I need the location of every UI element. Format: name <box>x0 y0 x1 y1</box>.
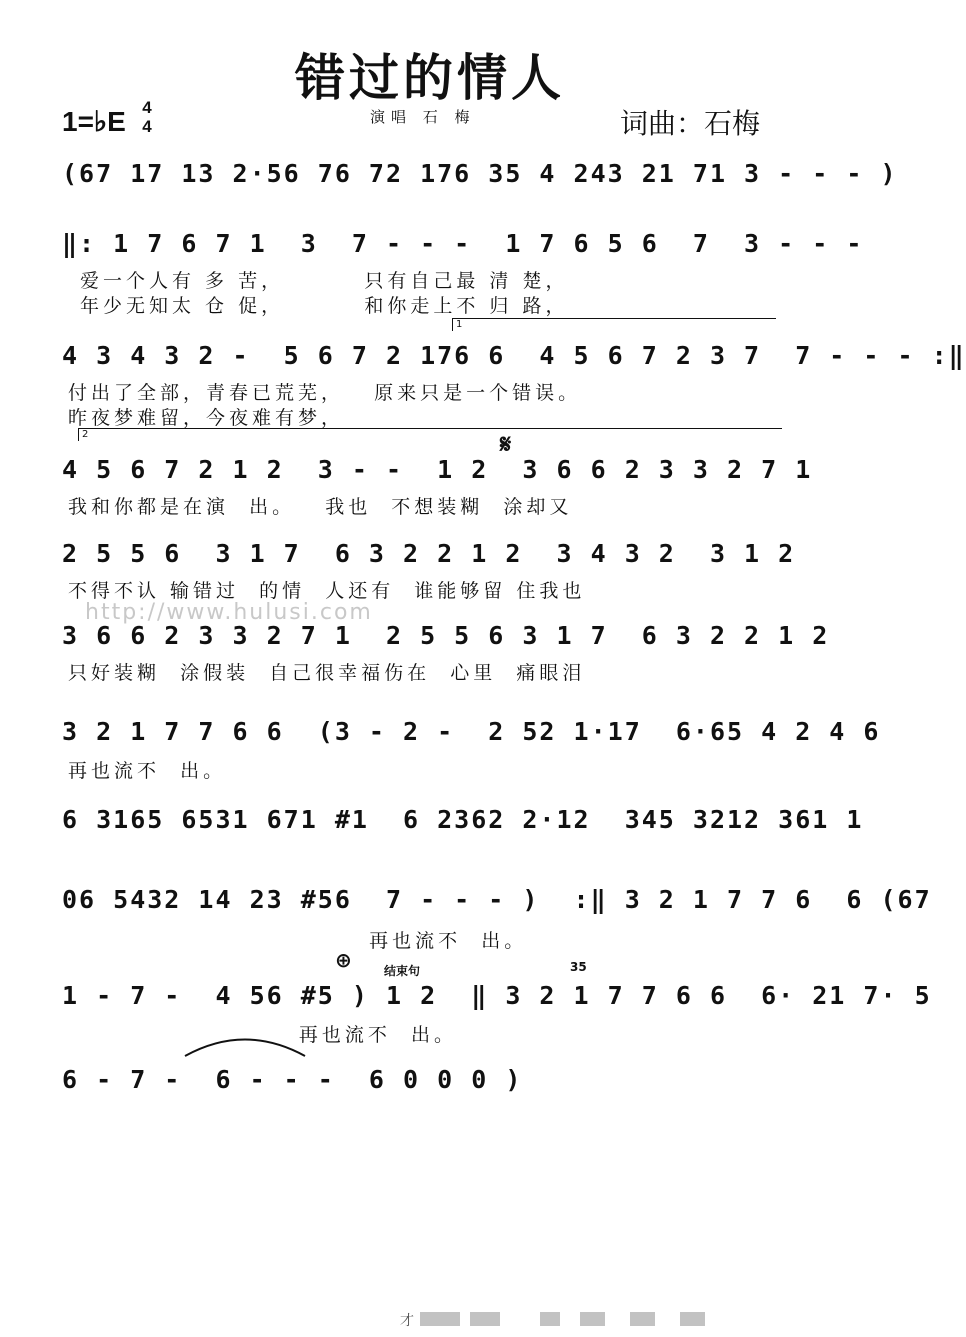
volta-number: 1 <box>456 319 463 330</box>
lyric-line: 昨夜梦难留，今夜难有梦， <box>68 407 345 429</box>
singer-credit: 演唱 石 梅 <box>370 108 476 126</box>
lyric-line: 付出了全部，青春已荒芜， 原来只是一个错误。 <box>68 382 582 404</box>
blurred-text <box>540 1312 560 1326</box>
volta-number: 2 <box>82 429 89 440</box>
notation-line: 06 5432 14 23 #56 7 - - - ) :‖ 3 2 1 7 7 6 6 (67 <box>62 885 932 914</box>
score-row-6 <box>0 612 840 660</box>
watermark-url: http://www.hulusi.com <box>85 600 373 625</box>
blurred-text <box>630 1312 655 1326</box>
lyric-line: 年少无知太 仓 促， 和你走上不 归 路， <box>80 295 569 317</box>
notation-line: 3 6 6 2 3 3 2 7 1 2 5 5 6 3 1 7 6 3 2 2 1 2 <box>62 621 830 650</box>
score-row-9 <box>0 876 932 924</box>
blurred-text <box>580 1312 605 1326</box>
volta-1 <box>452 318 776 331</box>
notation-line: 4 3 4 3 2 - 5 6 7 2 176 6 4 5 6 7 2 3 7 7 - - - :‖ <box>62 341 966 370</box>
score-row-4 <box>0 446 840 494</box>
score-row-3 <box>0 332 966 380</box>
coda-sign: ⊕ <box>335 948 352 972</box>
notation-line: 3 2 1 7 7 6 6 (3 - 2 - 2 52 1·17 6·65 4 2 4 6 <box>62 717 881 746</box>
score-row-11 <box>0 1056 840 1104</box>
lyric-line: 再也流不 出。 <box>68 760 227 782</box>
blurred-text <box>420 1312 460 1326</box>
blurred-text <box>470 1312 500 1326</box>
lyric-line: 只好装糊 涂假装 自己很幸福伤在 心里 痛眼泪 <box>68 662 586 684</box>
time-signature-top: 4 <box>142 98 152 117</box>
composer-credit: 词曲：石梅 <box>620 107 761 140</box>
lyric-line: 再也流不 出。 <box>68 930 528 952</box>
notation-line: (67 17 13 2·56 76 72 176 35 4 243 21 71 3 - - - ) <box>62 159 898 188</box>
lyric-line: 不得不认 输错过 的情 人还有 谁能够留 住我也 <box>68 580 586 602</box>
score-row-7 <box>0 708 881 756</box>
time-signature-bottom: 4 <box>142 117 152 136</box>
blurred-text <box>680 1312 705 1326</box>
lyric-line: 爱一个人有 多 苦， 只有自己最 清 楚， <box>80 270 569 292</box>
time-signature <box>137 98 157 136</box>
notation-line: 1 - 7 - 4 56 #5 ) 1 2 ‖ 3 2 1 7 7 6 6 6· 21 7· 5 <box>62 981 932 1010</box>
notation-line: 4 5 6 7 2 1 2 3 - - 1 2 3 6 6 2 3 3 2 7 1 <box>62 455 813 484</box>
score-row-2 <box>0 220 864 268</box>
lyric-line: 我和你都是在演 出。 我也 不想装糊 涂却又 <box>68 496 573 518</box>
score-row-10 <box>0 972 932 1020</box>
tie-arc <box>180 1028 310 1058</box>
segno-sign: 𝄋 <box>500 430 512 460</box>
song-title: 错过的情人 <box>295 49 565 107</box>
notation-line: 6 3165 6531 671 #1 6 2362 2·12 345 3212 361 1 <box>62 805 864 834</box>
notation-line: 6 - 7 - 6 - - - 6 0 0 0 ) <box>62 1065 523 1094</box>
lyric-line: 再也流不 出。 <box>68 1024 457 1046</box>
key-signature: 1=♭E <box>62 106 126 137</box>
footer-text: 才 <box>400 1313 414 1329</box>
notation-line: ‖: 1 7 6 7 1 3 7 - - - 1 7 6 5 6 7 3 - - - <box>62 229 864 258</box>
ending-note: 35 <box>570 960 587 974</box>
volta-2 <box>78 428 782 441</box>
score-row-8 <box>0 796 864 844</box>
notation-line: 2 5 5 6 3 1 7 6 3 2 2 1 2 3 4 3 2 3 1 2 <box>62 539 796 568</box>
score-row-1 <box>0 150 898 198</box>
ending-label: 结束句 <box>384 964 421 978</box>
score-row-5 <box>0 530 840 578</box>
